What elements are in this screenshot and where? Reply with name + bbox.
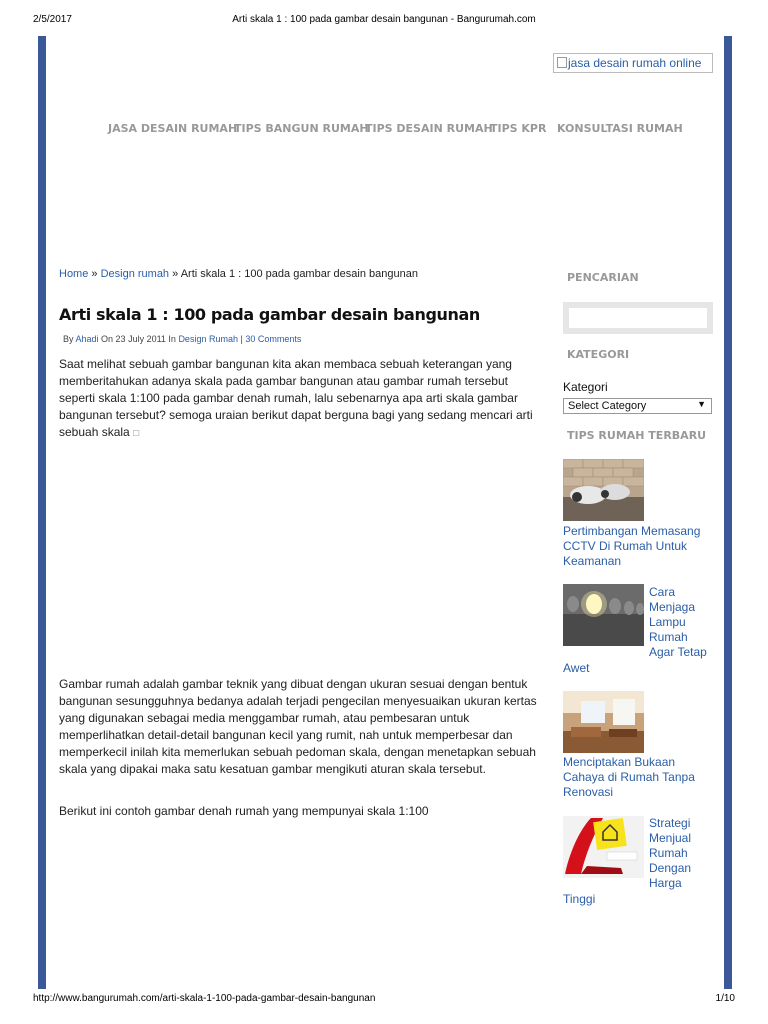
broken-image-icon xyxy=(557,57,567,68)
breadcrumb-category[interactable]: Design rumah xyxy=(100,268,170,280)
tip-post-link-1[interactable]: Pertimbangan Memasang CCTV Di Rumah Untuk Keamanan xyxy=(563,524,701,568)
search-input[interactable] xyxy=(569,308,707,328)
cctv-photo-thumbnail[interactable] xyxy=(563,459,644,521)
print-title: Arti skala 1 : 100 pada gambar desain bangunan - Bangurumah.com xyxy=(232,14,536,25)
meta-by: By xyxy=(63,334,76,344)
cctv-photo-icon xyxy=(563,459,644,521)
banner-alt-text: jasa desain rumah online xyxy=(568,56,702,70)
tips-heading: TIPS RUMAH TERBARU xyxy=(567,429,707,442)
print-url: http://www.bangurumah.com/arti-skala-1-100-pada-gambar-desain-bangunan xyxy=(33,993,376,1004)
category-heading: KATEGORI xyxy=(567,348,630,361)
nav-item-jasa-desain[interactable]: JASA DESAIN RUMAH xyxy=(108,122,238,135)
tip-post-link-3[interactable]: Menciptakan Bukaan Cahaya di Rumah Tanpa Renovasi xyxy=(563,755,695,799)
breadcrumb-separator: » xyxy=(169,268,181,280)
post-title: Arti skala 1 : 100 pada gambar desain bangunan xyxy=(59,305,480,324)
search-heading: PENCARIAN xyxy=(567,271,639,284)
author-link[interactable]: Ahadi xyxy=(75,334,99,344)
post-paragraph-2: Gambar rumah adalah gambar teknik yang dibuat dengan ukuran sesuai dengan bentuk bangunan sesungguhnya bedanya adalah terjadi pengecilan menyesuaikan ukuran kertas yang digunakan sebagai media menggambar rumah, atau pembesaran untuk memperlihatkan detail-detail bangunan kecil yang rumit, nah untuk memperbesar dan memperkecil inilah kita memerlukan sebuah pedoman skala, dengan menetapkan sebuah skala yang dipakai maka satu kesatuan gambar mengikuti aturan skala tersebut. xyxy=(59,677,537,776)
lightbulb-photo-thumbnail[interactable] xyxy=(563,584,644,646)
tip-post-link-2-continued[interactable]: Awet xyxy=(563,661,590,675)
nav-item-tips-desain[interactable]: TIPS DESAIN RUMAH xyxy=(365,122,493,135)
category-label: Kategori xyxy=(563,380,608,394)
paragraph-1-text: Saat melihat sebuah gambar bangunan kita akan membaca sebuah keterangan yang memberitahukan adanya skala pada gambar bangunan atau gambar rumah tersebut seperti skala 1:100 pada gambar denah rumah, lalu sebenarnya apa arti skala gambar bangunan tersebut? semoga uraian berikut dapat berguna bagi yang sedang mencari arti sebuah skala xyxy=(59,357,533,439)
tip-post-link-4[interactable]: Strategi Menjual Rumah Dengan Harga xyxy=(649,816,692,890)
living-room-photo-thumbnail[interactable] xyxy=(563,691,644,753)
missing-glyph: □ xyxy=(133,428,140,439)
house-sale-photo-icon xyxy=(563,816,644,878)
left-frame-bar xyxy=(38,36,46,989)
breadcrumb-home[interactable]: Home xyxy=(59,268,89,280)
house-sale-photo-thumbnail[interactable] xyxy=(563,816,644,878)
banner-image[interactable] xyxy=(553,53,713,73)
breadcrumb-current: Arti skala 1 : 100 pada gambar desain bangunan xyxy=(180,268,418,280)
tip-post-link-4-continued[interactable]: Tinggi xyxy=(563,892,596,906)
post-meta xyxy=(63,334,301,344)
lightbulb-photo-icon xyxy=(563,584,644,646)
comments-link[interactable]: 30 Comments xyxy=(245,334,302,344)
living-room-photo-icon xyxy=(563,691,644,753)
nav-item-konsultasi[interactable]: KONSULTASI RUMAH xyxy=(557,122,683,135)
print-page-number: 1/10 xyxy=(715,993,735,1004)
category-select-value: Select Category xyxy=(568,400,647,412)
search-box xyxy=(563,302,713,334)
right-frame-bar xyxy=(724,36,732,989)
tip-post-link-2[interactable]: Cara Menjaga Lampu Rumah Agar Tetap xyxy=(649,585,707,659)
print-date: 2/5/2017 xyxy=(33,14,72,25)
dropdown-arrow-icon: ▼ xyxy=(697,399,706,409)
post-paragraph-3: Berikut ini contoh gambar denah rumah yang mempunyai skala 1:100 xyxy=(59,804,429,818)
meta-separator: | xyxy=(237,334,246,344)
post-paragraph-1 xyxy=(59,356,541,442)
nav-item-tips-kpr[interactable]: TIPS KPR xyxy=(490,122,547,135)
meta-on: On 23 July 2011 In xyxy=(98,334,179,344)
breadcrumb-separator: » xyxy=(88,268,101,280)
category-link[interactable]: Design Rumah xyxy=(178,334,238,344)
nav-item-tips-bangun[interactable]: TIPS BANGUN RUMAH xyxy=(234,122,369,135)
breadcrumb xyxy=(59,268,418,280)
category-select[interactable] xyxy=(563,398,712,414)
